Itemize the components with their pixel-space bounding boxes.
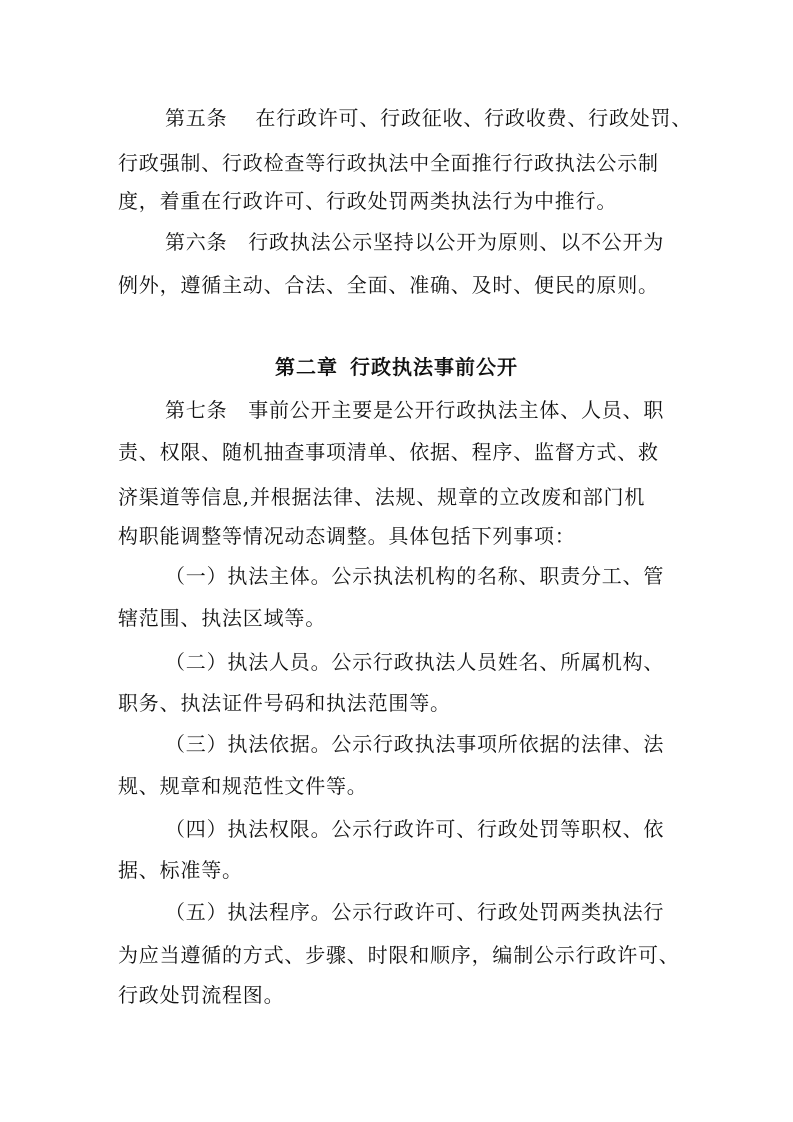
item-2-line-1: （二）执法人员。公示行政执法人员姓名、所属机构、 <box>165 650 665 674</box>
article-6-line-2: 例外，遵循主动、合法、全面、准确、及时、便民的原则。 <box>118 273 659 297</box>
article-5-line-3: 度，着重在行政许可、行政处罚两类执法行为中推行。 <box>118 189 618 213</box>
item-4-line-1: （四）执法权限。公示行政许可、行政处罚等职权、依 <box>165 817 665 841</box>
article-7-line-2: 责、权限、随机抽查事项清单、依据、程序、监督方式、救 <box>118 440 659 464</box>
article-6-line-1: 第六条 行政执法公示坚持以公开为原则、以不公开为 <box>165 230 665 254</box>
item-2-line-2: 职务、执法证件号码和执法范围等。 <box>118 691 451 715</box>
article-7-line-1: 第七条 事前公开主要是公开行政执法主体、人员、职 <box>165 398 665 422</box>
item-3-line-1: （三）执法依据。公示行政执法事项所依据的法律、法 <box>165 732 665 756</box>
article-7-line-3: 济渠道等信息,并根据法律、法规、规章的立改废和部门机 <box>118 485 646 509</box>
article-7-line-4: 构职能调整等情况动态调整。具体包括下列事项： <box>118 524 576 548</box>
item-5-line-1: （五）执法程序。公示行政许可、行政处罚两类执法行 <box>165 900 665 924</box>
item-5-line-2: 为应当遵循的方式、步骤、时限和顺序，编制公示行政许可、 <box>118 943 680 967</box>
item-1-line-2: 辖范围、执法区域等。 <box>118 606 326 630</box>
chapter-title: 行政执法事前公开 <box>350 355 518 379</box>
article-5-line-2: 行政强制、行政检查等行政执法中全面推行行政执法公示制 <box>118 151 659 175</box>
chapter-number: 第二章 <box>275 355 338 379</box>
item-3-line-2: 规、规章和规范性文件等。 <box>118 774 368 798</box>
item-4-line-2: 据、标准等。 <box>118 858 243 882</box>
item-1-line-1: （一）执法主体。公示执法机构的名称、职责分工、管 <box>165 564 665 588</box>
article-5-line-1: 第五条 在行政许可、行政征收、行政收费、行政处罚、 <box>165 106 693 130</box>
chapter-heading <box>0 353 793 381</box>
item-5-line-3: 行政处罚流程图。 <box>118 983 285 1007</box>
